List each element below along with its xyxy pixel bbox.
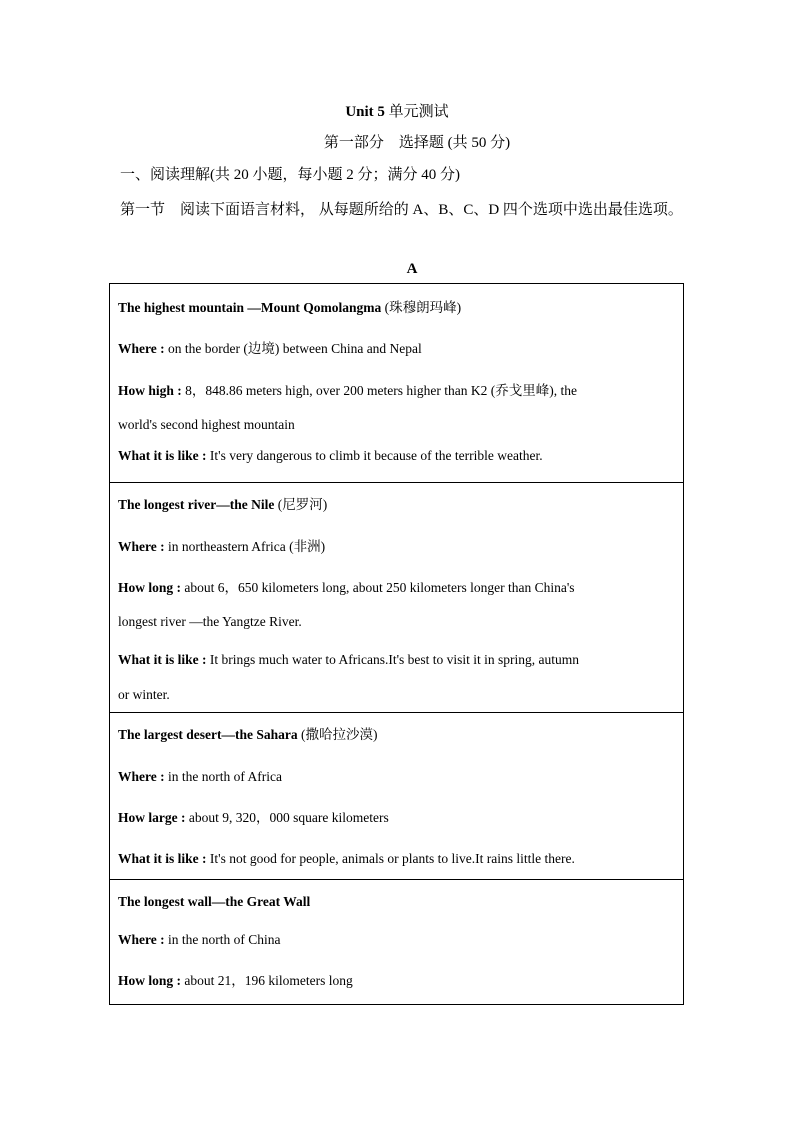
instruction-text: 第一节 阅读下面语言材料， 从每题所给的 A、B、C、D 四个选项中选出最佳选项。	[120, 202, 683, 218]
where-label: Where :	[118, 341, 165, 356]
what-value: It brings much water to Africans.It's best to visit it in spring, autumn	[206, 652, 580, 667]
what-label: What it is like :	[118, 851, 207, 866]
table-row	[110, 284, 683, 482]
title-unit: Unit 5	[345, 104, 385, 120]
where-label: Where :	[118, 539, 165, 554]
entry-heading	[118, 284, 675, 326]
measure-label: How long :	[118, 973, 182, 988]
where-label: Where :	[118, 769, 165, 784]
page-title	[0, 101, 794, 123]
entry-where	[118, 753, 675, 795]
entry-heading-text: The longest river—the Nile	[118, 497, 275, 512]
what-value: It's very dangerous to climb it because of the terrible weather.	[206, 448, 543, 463]
what-value: It's not good for people, animals or plants to live.It rains little there.	[206, 851, 575, 866]
table-row	[110, 879, 683, 1004]
table-row	[110, 482, 683, 712]
measure-value: about 6，650 kilometers long, about 250 kilometers longer than China's	[181, 580, 575, 595]
part-subtitle: 第一部分 选择题 (共 50 分)	[323, 135, 511, 151]
entry-where	[118, 523, 675, 564]
entry-what	[118, 836, 675, 871]
where-value: in the north of China	[164, 932, 281, 947]
entry-measure-cont: world's second highest mountain	[118, 417, 295, 432]
entry-heading-note: (撒哈拉沙漠)	[297, 727, 378, 742]
entry-heading-text: The largest desert—the Sahara	[118, 727, 298, 742]
measure-label: How large :	[118, 810, 186, 825]
entry-heading-text: The highest mountain —Mount Qomolangma	[118, 300, 382, 315]
info-table	[109, 283, 684, 1005]
entry-what	[118, 637, 675, 672]
measure-label: How long :	[118, 580, 182, 595]
entry-measure	[118, 564, 675, 599]
what-label: What it is like :	[118, 448, 207, 463]
entry-heading-note: (尼罗河)	[274, 497, 328, 512]
entry-what	[118, 440, 675, 468]
entry-heading	[118, 880, 675, 920]
entry-heading	[118, 713, 675, 753]
entry-where	[118, 920, 675, 958]
title-rest: 单元测试	[388, 104, 449, 120]
entry-heading-text: The longest wall—the Great Wall	[118, 894, 311, 909]
entry-heading-note: (珠穆朗玛峰)	[381, 300, 462, 315]
where-value: on the border (边境) between China and Nepal	[164, 341, 422, 356]
table-row	[110, 712, 683, 879]
where-value: in the north of Africa	[164, 769, 282, 784]
where-value: in northeastern Africa (非洲)	[164, 539, 326, 554]
section-heading: 一、阅读理解(共 20 小题，每小题 2 分；满分 40 分)	[120, 167, 460, 183]
passage-label: A	[406, 261, 418, 277]
measure-value: about 9, 320，000 square kilometers	[185, 810, 389, 825]
entry-what-cont: or winter.	[118, 687, 170, 702]
entry-measure	[118, 958, 675, 993]
where-label: Where :	[118, 932, 165, 947]
entry-heading	[118, 483, 675, 523]
measure-label: How high :	[118, 383, 182, 398]
what-label: What it is like :	[118, 652, 207, 667]
entry-where	[118, 326, 675, 367]
entry-measure	[118, 367, 675, 402]
measure-value: about 21，196 kilometers long	[181, 973, 353, 988]
measure-value: 8，848.86 meters high, over 200 meters higher than K2 (乔戈里峰), the	[181, 383, 577, 398]
entry-measure	[118, 795, 675, 836]
entry-measure-cont: longest river —the Yangtze River.	[118, 614, 302, 629]
